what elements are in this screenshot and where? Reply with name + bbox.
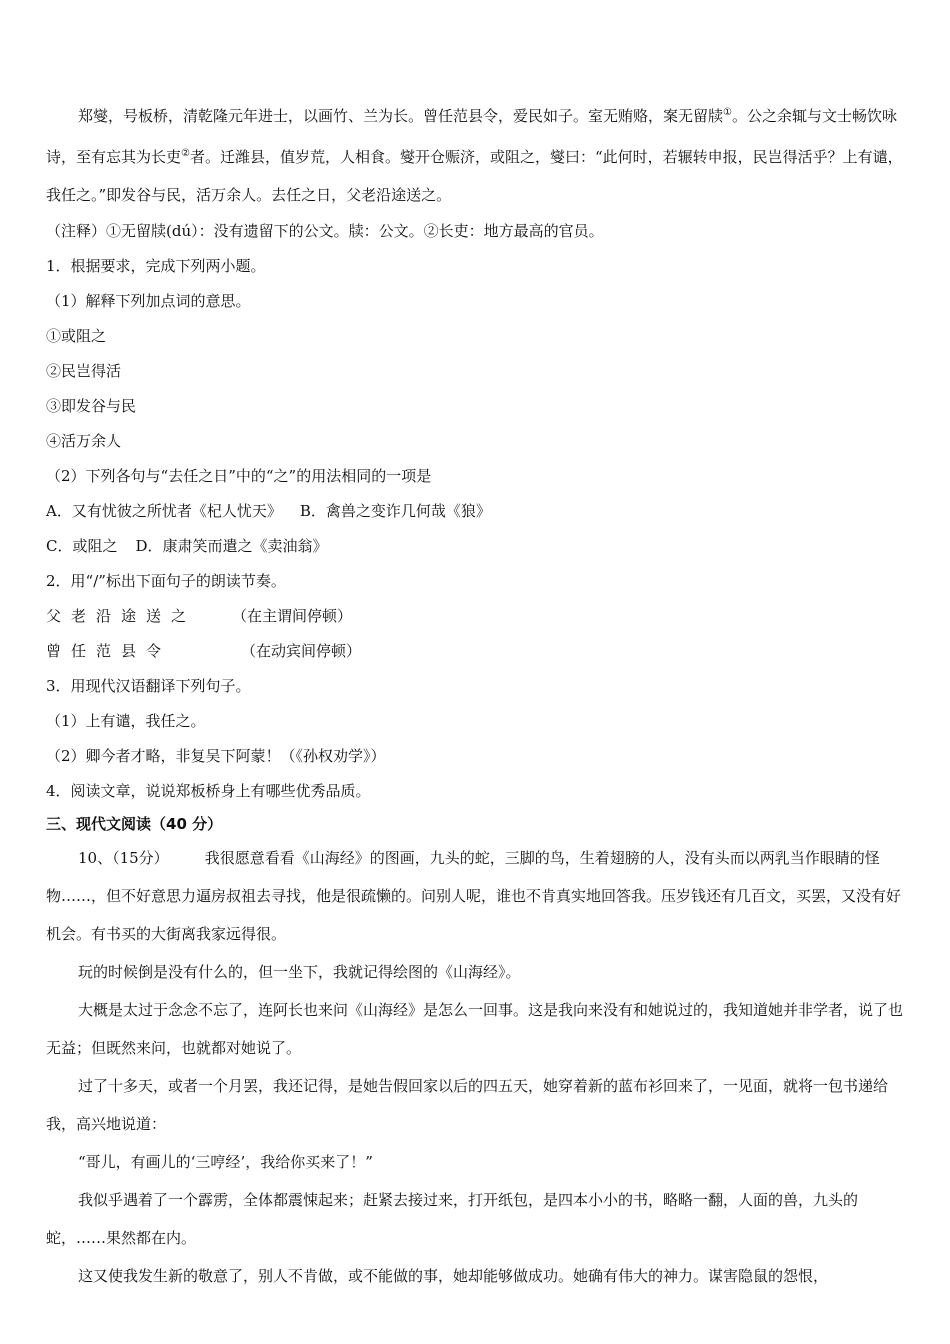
footnote-mark-2: ② [181, 148, 190, 159]
modern-paragraph-3: 大概是太过于念念不忘了，连阿长也来问《山海经》是怎么一回事。这是我向来没有和她说过的，我知道她并非学者，说了也无益；但既然来问，也就都对她说了。 [46, 1001, 904, 1057]
modern-paragraph-7: 这又使我发生新的敬意了，别人不肯做，或不能做的事，她却能够做成功。她确有伟大的神力。谋害隐鼠的怨恨， [78, 1267, 829, 1285]
option-a: A．又有忧彼之所忧者《杞人忧天》 [46, 502, 282, 520]
modern-paragraph-2: 玩的时候倒是没有什么的，但一坐下，我就记得绘图的《山海经》。 [78, 963, 521, 981]
passage-text-2: 。公之余辄与文士畅饮咏诗，至有忘其为长吏 [46, 107, 897, 166]
rhythm-sentence-2: 曾任范县令 [46, 642, 172, 660]
question-1-title: 1．根据要求，完成下列两小题。 [46, 257, 266, 275]
question-3-sub-2: （2）卿今者才略，非复吴下阿蒙！（《孙权劝学》） [46, 747, 386, 765]
annotation-note: （注释）①无留牍(dú）：没有遗留下的公文。牍：公文。②长吏：地方最高的官员。 [46, 222, 604, 240]
rhythm-hint-1: （在主谓间停顿） [232, 607, 353, 625]
rhythm-line-2 [46, 634, 906, 669]
question-1-sub-2: （2）下列各句与“去任之日”中的“之”的用法相同的一项是 [46, 467, 432, 485]
question-1-item-4: ④活万余人 [46, 432, 122, 450]
question-3-title: 3．用现代汉语翻译下列句子。 [46, 677, 251, 695]
modern-paragraph-5: “哥儿，有画儿的‘三哼经’，我给你买来了！” [78, 1153, 373, 1171]
classical-passage [46, 94, 906, 214]
question-1-item-2: ②民岂得活 [46, 362, 122, 380]
option-c: C．或阻之 [46, 537, 118, 555]
question-1-item-3: ③即发谷与民 [46, 397, 137, 415]
modern-text-1: 我很愿意看看《山海经》的图画，九头的蛇，三脚的鸟，生着翅膀的人，没有头而以两乳当作眼睛的怪物……，但不好意思力逼房叔祖去寻找，他是很疏懒的。问别人呢，谁也不肯真实地回答我。压岁钱还有几百文，买罢，又没有好机会。有书买的大街离我家远得很。 [46, 849, 902, 943]
section-title: 三、现代文阅读（40 分） [46, 815, 223, 833]
options-c-d [46, 529, 906, 564]
option-d: D．康肃笑而遣之《卖油翁》 [135, 537, 328, 555]
question-2-title: 2．用“/”标出下面句子的朗读节奏。 [46, 572, 286, 590]
option-b: B．禽兽之变诈几何哉《狼》 [299, 502, 491, 520]
question-10-label: 10、（15分） [78, 849, 169, 867]
question-1-sub-1: （1）解释下列加点词的意思。 [46, 292, 251, 310]
question-3-sub-1: （1）上有谴，我任之。 [46, 712, 206, 730]
rhythm-hint-2: （在动宾间停顿） [241, 642, 362, 660]
rhythm-line-1 [46, 599, 906, 634]
modern-paragraph-1 [46, 839, 906, 953]
footnote-mark-1: ① [723, 107, 732, 118]
question-1-item-1: ①或阻之 [46, 327, 107, 345]
question-4-title: 4．阅读文章，说说郑板桥身上有哪些优秀品质。 [46, 782, 371, 800]
modern-paragraph-6: 我似乎遇着了一个霹雳，全体都震悚起来；赶紧去接过来，打开纸包，是四本小小的书，略略一翻，人面的兽，九头的蛇，……果然都在内。 [46, 1191, 859, 1247]
passage-text-1: 郑燮，号板桥，清乾隆元年进士，以画竹、兰为长。曾任范县令，爱民如子。室无贿赂，案无留牍 [78, 107, 724, 125]
modern-paragraph-4: 过了十多天，或者一个月罢，我还记得，是她告假回家以后的四五天，她穿着新的蓝布衫回来了，一见面，就将一包书递给我，高兴地说道： [46, 1077, 889, 1133]
options-a-b [46, 494, 906, 529]
rhythm-sentence-1: 父老沿途送之 [46, 607, 197, 625]
passage-text-3: 者。迁潍县，值岁荒，人相食。燮开仓赈济，或阻之，燮曰：“此何时，若辗转申报，民岂得活乎？上有谴，我任之。”即发谷与民，活万余人。去任之日，父老沿途送之。 [46, 148, 903, 204]
document-page [46, 94, 906, 1295]
